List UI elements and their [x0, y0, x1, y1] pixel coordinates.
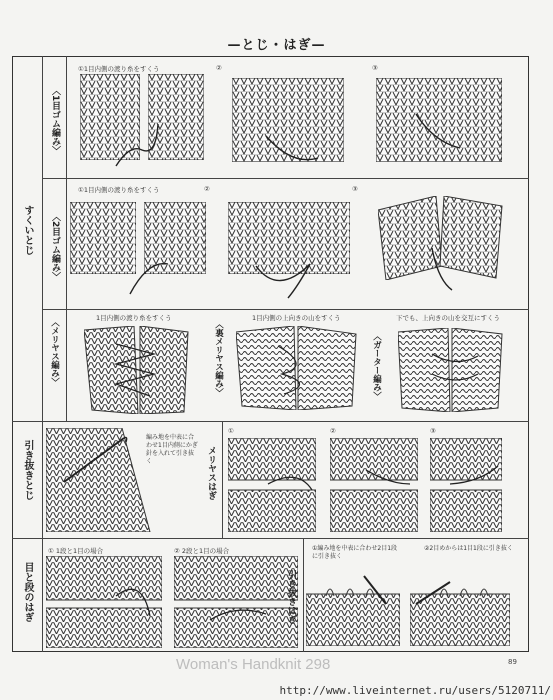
knit-swatch — [410, 574, 510, 646]
step-caption: ①1目内側の渡り糸をすくう — [78, 186, 160, 194]
step-caption: 1目内側の上向きの山をすくう — [252, 314, 341, 322]
step-caption: ①編み地を中表に合わせ2目1段に引き抜く — [312, 545, 398, 560]
yarn-needle — [272, 340, 332, 400]
knit-swatch — [46, 556, 162, 648]
hikinuki-toji-note: 編み地を中表に合わせ1目内側にかぎ針を入れて引き抜く — [146, 434, 198, 465]
source-url[interactable]: http://www.liveinternet.ru/users/5120711/ — [279, 684, 551, 697]
step-caption: ①1目内側の渡り糸をすくう — [78, 65, 160, 73]
category-label-sukui-toji: すくいとじ — [22, 205, 33, 255]
step-caption: ① — [228, 427, 234, 435]
row-divider — [42, 309, 529, 310]
step-caption: ③ — [430, 427, 436, 435]
row-divider — [12, 538, 529, 539]
row-label-ura-meriyasu: 〈裏メリヤス編み〉 — [213, 320, 224, 397]
watermark: Woman's Handknit 298 — [176, 656, 331, 673]
step-caption: ②2目めからは1目1段に引き抜く — [424, 545, 513, 552]
category-label-me-to-dan: 目と段のはぎ — [22, 562, 33, 622]
sub-label-meriyasu-hagi: メリヤスはぎ — [206, 446, 216, 500]
section-divider — [303, 538, 304, 652]
knit-swatch — [330, 438, 418, 532]
step-caption: ② — [330, 427, 336, 435]
yarn-needle — [112, 120, 162, 170]
yarn-needle — [428, 244, 468, 294]
step-caption: ③ — [372, 64, 378, 72]
label-column-divider — [66, 56, 67, 421]
knit-swatch — [306, 574, 400, 646]
row-divider — [42, 178, 529, 179]
row-divider — [12, 421, 529, 422]
knit-swatch — [430, 438, 502, 532]
yarn-needle — [428, 346, 484, 396]
yarn-needle — [414, 112, 464, 152]
step-caption: ② — [216, 64, 222, 72]
crochet-hook — [60, 432, 130, 488]
yarn-needle — [248, 236, 318, 302]
step-caption: ② 2段と1目の場合 — [174, 547, 230, 555]
yarn-needle — [262, 128, 322, 168]
row-label-2gomu: 〈2目ゴム編み〉 — [50, 212, 60, 282]
row-label-1gomu: 〈1目ゴム編み〉 — [50, 86, 60, 156]
category-column-divider — [42, 56, 43, 652]
row-label-meriyasu: 〈メリヤス編み〉 — [49, 318, 60, 386]
sub-label-hikinuki-hagi: 引き抜きはぎ — [286, 570, 296, 624]
page-title: —とじ・はぎ— — [227, 38, 326, 53]
step-caption: 1目内側の渡り糸をすくう — [96, 314, 172, 322]
knit-swatch — [228, 438, 316, 532]
row-label-garter: 〈ガーター編み〉 — [371, 332, 382, 400]
section-divider — [222, 421, 223, 538]
knit-swatch — [174, 556, 298, 648]
step-caption: 下でも、上向きの山を交互にすくう — [396, 314, 500, 322]
category-label-hikinuki-toji: 引き抜きとじ — [22, 440, 33, 500]
step-caption: ③ — [352, 185, 358, 193]
step-caption: ② — [204, 185, 210, 193]
step-caption: ① 1段と1目の場合 — [48, 547, 104, 555]
yarn-needle — [110, 340, 160, 400]
yarn-needle — [124, 240, 174, 298]
page-number: 89 — [508, 658, 517, 666]
